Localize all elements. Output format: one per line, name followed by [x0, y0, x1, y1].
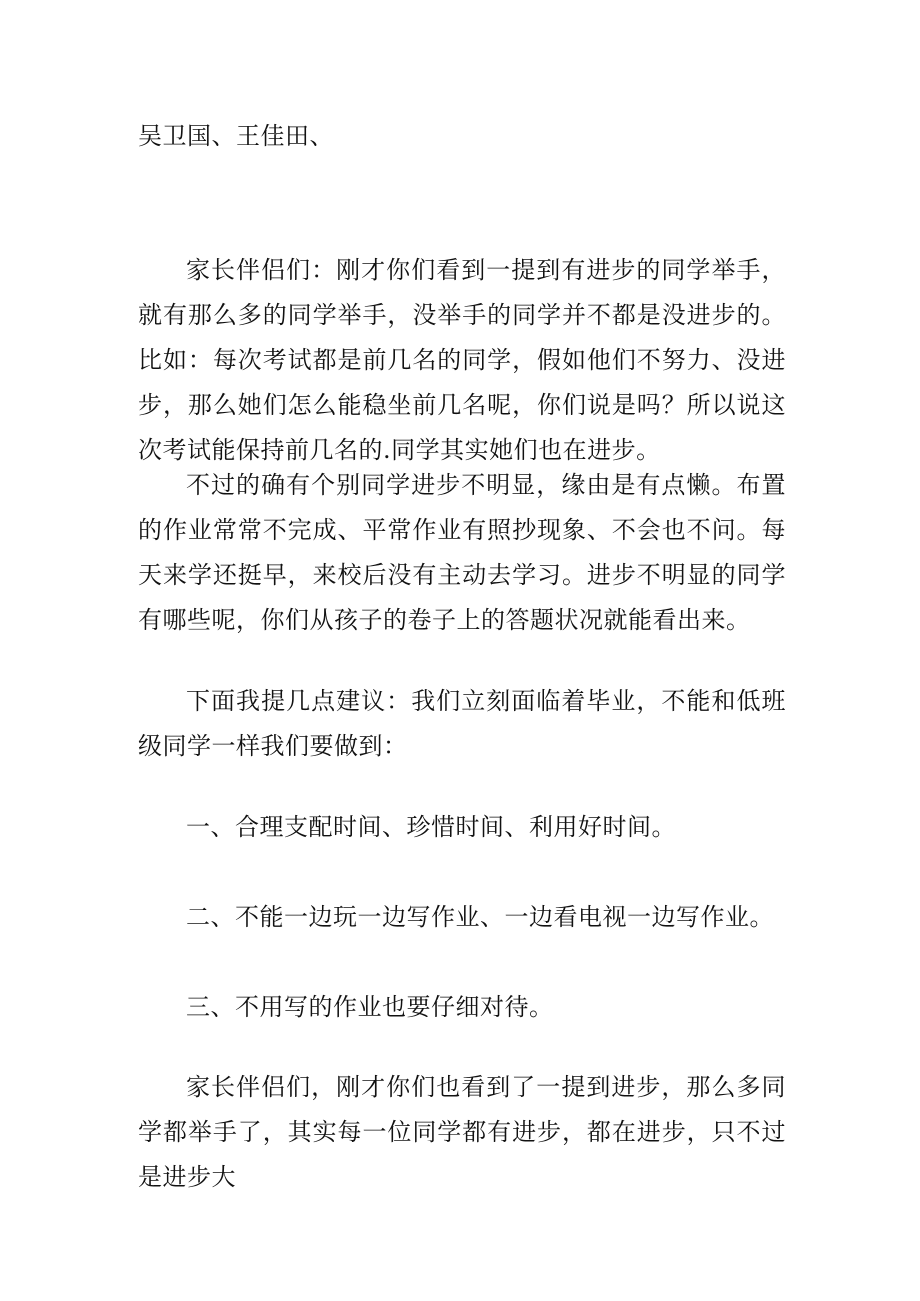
paragraph-lack-of-progress: 不过的确有个别同学进步不明显，缘由是有点懒。布置的作业常常不完成、平常作业有照抄现象、不会也不问。每天来学还挺早，来校后没有主动去学习。进步不明显的同学有哪些呢，你们从孩子的卷子上的答题状况就能看出来。: [138, 471, 786, 634]
paragraph-closing: 家长伴侣们，刚才你们也看到了一提到进步，那么多同学都举手了，其实每一位同学都有进步，都在进步，只不过是进步大: [138, 1073, 786, 1191]
paragraph-parents-address: 家长伴侣们：刚才你们看到一提到有进步的同学举手，就有那么多的同学举手，没举手的同学并不都是没进步的。比如：每次考试都是前几名的同学，假如他们不努力、没进步，那么她们怎么能稳坐前几名呢，你们说是吗？所以说这次考试能保持前几名的.同学其实她们也在进步。: [138, 256, 786, 464]
paragraph-suggestion-1: 一、合理支配时间、珍惜时间、利用好时间。: [186, 813, 676, 841]
paragraph-suggestion-3: 三、不用写的作业也要仔细对待。: [186, 993, 554, 1021]
paragraph-suggestions-intro: 下面我提几点建议：我们立刻面临着毕业，不能和低班级同学一样我们要做到：: [138, 687, 786, 760]
paragraph-names: 吴卫国、王佳田、: [138, 122, 334, 150]
paragraph-suggestion-2: 二、不能一边玩一边写作业、一边看电视一边写作业。: [186, 903, 774, 931]
